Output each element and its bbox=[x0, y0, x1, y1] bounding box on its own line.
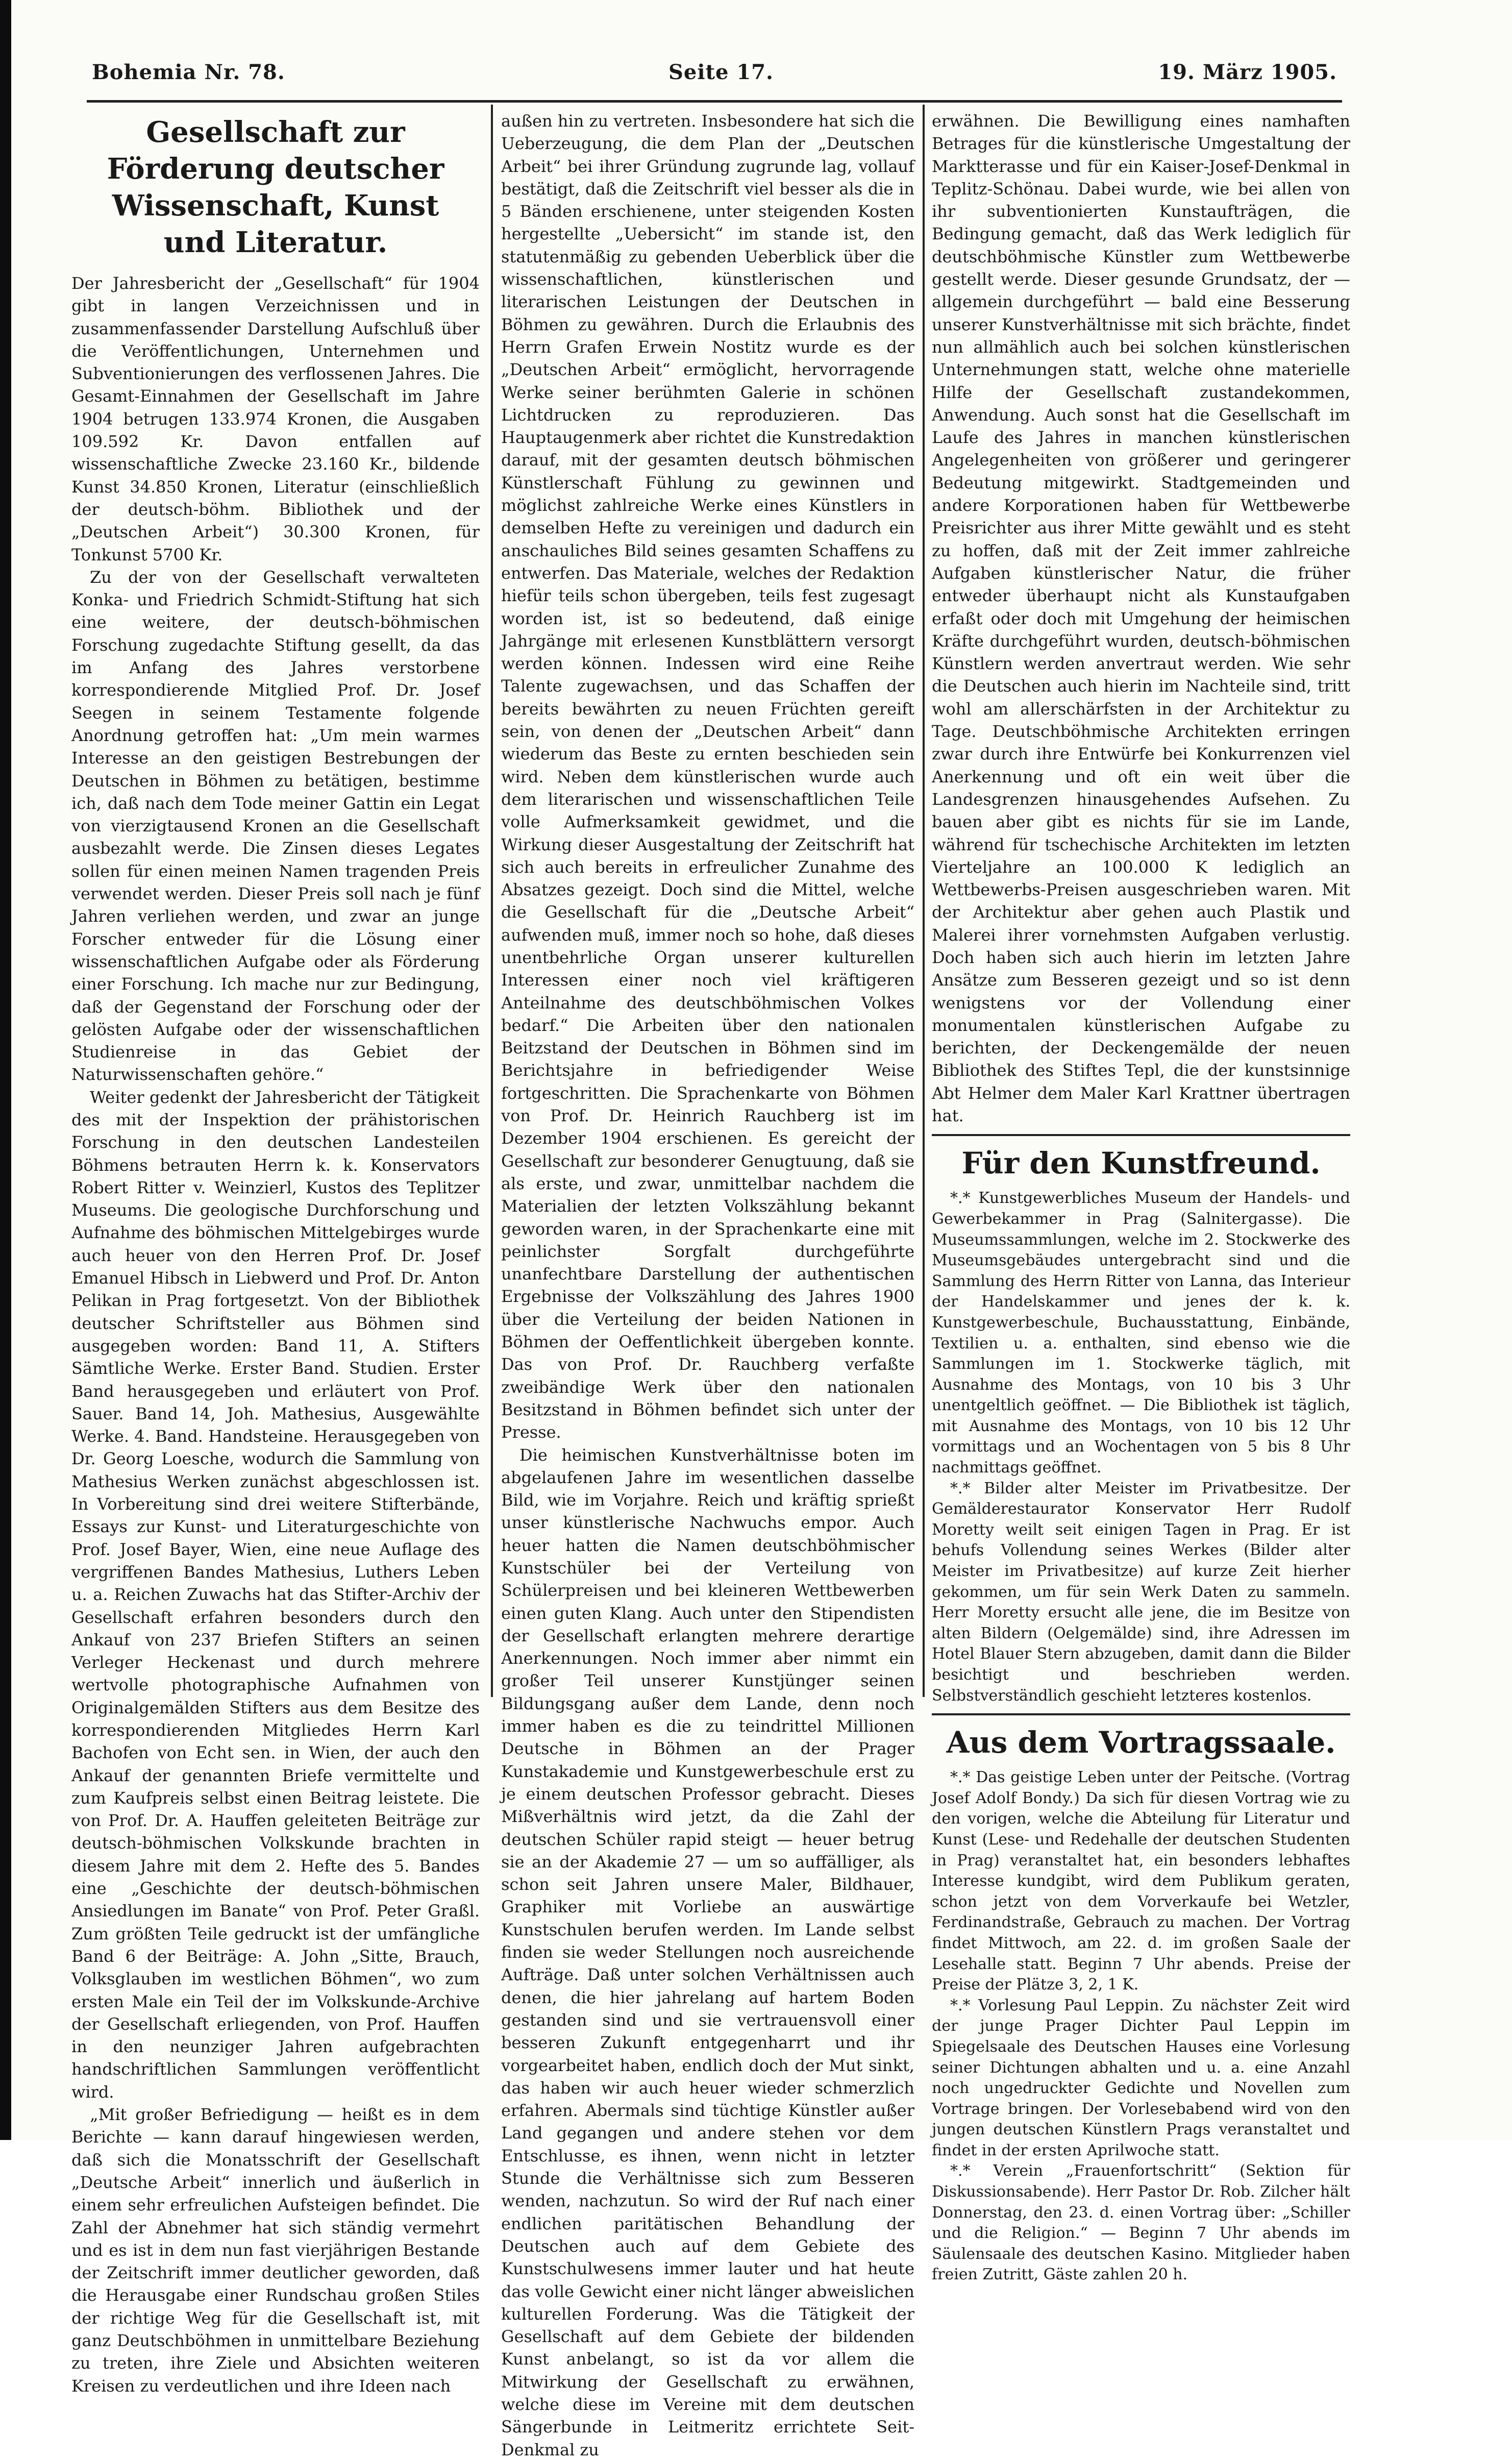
article-paragraph: Der Jahresbericht der „Gesellschaft“ für 1904 gibt in langen Verzeichnissen und in zusammenfassender Darstellung Aufschluß über die Veröffentlichungen, Unternehmen und Subventionierungen des verflossenen Jahres. Die Gesamt-Einnahmen der Gesellschaft im Jahre 1904 betrugen 133.974 Kronen, die Ausgaben 109.592 Kr. Davon entfallen auf wissenschaftliche Zwecke 23.160 Kr., bildende Kunst 34.850 Kronen, Literatur (einschließlich der deutsch-böhm. Bibliothek und der „Deutschen Arbeit“) 30.300 Kronen, für Tonkunst 5700 Kr. bbox=[71, 274, 480, 564]
column-1 bbox=[71, 110, 480, 2396]
header-rule bbox=[87, 100, 1342, 103]
article-paragraph: außen hin zu vertreten. Insbesondere hat sich die Ueberzeugung, die dem Plan der „Deutschen Arbeit“ bei ihrer Gründung zugrunde lag, vollauf bestätigt, daß die Zeitschrift viel besser als die in 5 Bänden erschienene, unter steigenden Kosten hergestellte „Uebersicht“ im stande ist, den statutenmäßig zu gebenden Ueberblick über die wissenschaftlichen, künstlerischen und literarischen Leistungen der Deutschen in Böhmen zu gewähren. Durch die Erlaubnis des Herrn Grafen Erwein Nostitz wurde es der „Deutschen Arbeit“ ermöglicht, hervorragende Werke seiner berühmten Galerie in schönen Lichtdrucken zu reproduzieren. Das Hauptaugenmerk aber richtet die Kunstredaktion darauf, mit der gesamten deutsch böhmischen Künstlerschaft Fühlung zu gewinnen und möglichst zahlreiche Werke eines Künstlers in demselben Hefte zu vereinigen und dadurch ein anschauliches Bild seines gesamten Schaffens zu entwerfen. Das Materiale, welches der Redaktion hiefür teils schon übergeben, teils fest zugesagt worden ist, ist so bedeutend, daß einige Jahrgänge mit erlesenen Kunstblättern versorgt werden können. Indessen wird eine Reihe Talente zugewachsen, und das Schaffen der bereits bewährten zu neuen Früchten gereift sein, von denen der „Deutschen Arbeit“ dann wiederum das Beste zu ernten beschieden sein wird. Neben dem künstlerischen wurde auch dem literarischen und wissenschaftlichen Teile volle Aufmerksamkeit gewidmet, und die Wirkung dieser Ausgestaltung der Zeitschrift hat sich auch bereits in erfreulicher Zunahme des Absatzes gezeigt. Doch sind die Mittel, welche die Gesellschaft für die „Deutsche Arbeit“ aufwenden muß, immer noch so hohe, daß dieses unentbehrliche Organ unserer kulturellen Interessen einer noch viel kräftigeren Anteilnahme des deutschböhmischen Volkes bedarf.“ Die Arbeiten über den nationalen Beitzstand der Deutschen in Böhmen sind im Berichtsjahre in befriedigender Weise fortgeschritten. Die Sprachenkarte von Böhmen von Prof. Dr. Heinrich Rauchberg ist im Dezember 1904 erschienen. Es gereicht der Gesellschaft zur besonderer Genugtuung, daß sie als erste, und zwar, unmittelbar nachdem die Materialien der letzten Volkszählung bekannt geworden waren, in der Sprachenkarte eine mit peinlichster Sorgfalt durchgeführte unanfechtbare Darstellung der authentischen Ergebnisse der Volkszählung des Jahres 1900 über die Verteilung der beiden Nationen in Böhmen der Oeffentlichkeit übergeben konnte. Das von Prof. Dr. Rauchberg verfaßte zweibändige Werk über den nationalen Besitzstand in Böhmen befindet sich unter der Presse. bbox=[501, 111, 914, 1442]
news-item: *.* Verein „Frauenfortschritt“ (Sektion für Diskussionsabende). Herr Pastor Dr. Rob. Zilcher hält Donnerstag, den 23. d. einen Vortrag über: „Schiller und die Religion.“ — Beginn 7 Uhr abends im Säulensaale des deutschen Kasino. Mitglieder haben freien Zutritt, Gäste zahlen 20 h. bbox=[932, 2162, 1350, 2284]
news-item: *.* Das geistige Leben unter der Peitsche. (Vortrag Josef Adolf Bondy.) Da sich für diesen Vortrag wie zu den vorigen, welche die Abteilung für Literatur und Kunst (Lese- und Redehalle der deutschen Studenten in Prag) veranstaltet hat, ein besonders lebhaftes Interesse kundgibt, wird dem Publikum geraten, schon jetzt von dem Vorverkaufe bei Wetzler, Ferdinandstraße, Gebrauch zu machen. Der Vortrag findet Mittwoch, am 22. d. im großen Saale der Lesehalle statt. Beginn 7 Uhr abends. Preise der Preise der Plätze 3, 2, 1 K. bbox=[932, 1768, 1350, 1994]
news-item: *.* Vorlesung Paul Leppin. Zu nächster Zeit wird der junge Prager Dichter Paul Leppin im Spiegelsaale des Deutschen Hauses eine Vorlesung seiner Dichtungen abhalten und u. a. eine Anzahl noch ungedruckter Gedichte und Novellen zum Vortrage bringen. Der Vorlesebabend wird von den jungen deutschen Künstlern Prags veranstaltet und findet in der ersten Aprilwoche statt. bbox=[932, 1996, 1350, 2159]
article-paragraph: Die heimischen Kunstverhältnisse boten im abgelaufenen Jahre im wesentlichen dasselbe Bild, wie im Vorjahre. Reich und kräftig sprießt unser künstlerische Nachwuchs empor. Auch heuer hatten die Namen deutschböhmischer Kunstschüler bei der Verteilung von Schülerpreisen und bei kleineren Wettbewerben einen guten Klang. Auch unter den Stipendisten der Gesellschaft erlangten mehrere derartige Anerkennungen. Noch immer aber nimmt ein großer Teil unserer Kunstjünger seinen Bildungsgang außer dem Lande, denn noch immer haben es die zu teindrittel Millionen Deutsche in Böhmen an der Prager Kunstakademie und Kunstgewerbeschule erst zu je einem deutschen Professor gebracht. Dieses Mißverhältnis wird jetzt, da die Zahl der deutschen Schüler rapid steigt — heuer betrug sie an der Akademie 27 — um so auffälliger, als schon seit Jahren unsere Maler, Bildhauer, Graphiker mit Vorliebe an auswärtige Kunstschulen berufen werden. Im Lande selbst finden sie weder Stellungen noch ausreichende Aufträge. Daß unter solchen Verhältnissen auch denen, die hier jahrelang auf hartem Boden gestanden sind und sie vertrauensvoll einer besseren Zukunft entgegenharrt und ihr vorgearbeitet haben, endlich doch der Mut sinkt, das haben wir auch heuer wieder schmerzlich erfahren. Abermals sind tüchtige Künstler außer Land gegangen und andere stehen vor dem Entschlusse, es ihnen, wenn nicht in letzter Stunde die Verhältnisse sich zum Besseren wenden, nachzutun. So wird der Ruf nach einer endlichen paritätischen Behandlung der Deutschen auch auf dem Gebiete des Kunstschulwesens immer lauter und hat heute das volle Gewicht einer nicht länger abweislichen kulturellen Forderung. Was die Tätigkeit der Gesellschaft auf dem Gebiete der bildenden Kunst anbelangt, so ist da vor allem die Mitwirkung der Gesellschaft zu erwähnen, welche diese im Vereine mit dem deutschen Sängerbunde in Leitmeritz errichtete Seit-Denkmal zu bbox=[501, 1445, 914, 2459]
article-paragraph: „Mit großer Befriedigung — heißt es in dem Berichte — kann darauf hingewiesen werden, daß sich die Monatsschrift der Gesellschaft „Deutsche Arbeit“ innerlich und äußerlich in einem sehr erfreulichen Aufsteigen befindet. Die Zahl der Abnehmer hat sich ständig vermehrt und es ist in dem nun fast vierjährigen Bestande der Zeitschrift immer deutlicher geworden, daß die Herausgabe einer Rundschau großen Stiles der richtige Weg für die Gesellschaft ist, mit ganz Deutschböhmen in unmittelbare Beziehung zu treten, ihre Ziele und Absichten weiteren Kreisen zu verdeutlichen und ihre Ideen nach bbox=[71, 2105, 480, 2396]
header-issue: Bohemia Nr. 78. bbox=[92, 60, 285, 84]
article-paragraph: Zu der von der Gesellschaft verwalteten Konka- und Friedrich Schmidt-Stiftung hat sich eine weitere, der deutsch-böhmischen Forschung zugedachte Stiftung gesellt, da das im Anfang des Jahres verstorbene korrespondierende Mitglied Prof. Dr. Josef Seegen in seinem Testamente folgende Anordnung getroffen hat: „Um mein warmes Interesse an den geistigen Bestrebungen der Deutschen in Böhmen zu betätigen, bestimme ich, daß nach dem Tode meiner Gattin ein Legat von vierzigtausend Kronen an die Gesellschaft ausbezahlt werde. Die Zinsen dieses Legates sollen für einen meinen Namen tragenden Preis verwendet werden. Dieser Preis soll nach je fünf Jahren verliehen werden, und zwar an junge Forscher entweder für die Lösung einer wissenschaftlichen Aufgabe oder als Förderung einer Forschung. Ich mache nur zur Bedingung, daß der Gegenstand der Forschung oder der gelösten Aufgabe oder der wissenschaftlichen Studienreise in das Gebiet der Naturwissenschaften gehöre.“ bbox=[71, 567, 480, 1085]
header-date: 19. März 1905. bbox=[1158, 60, 1337, 84]
scan-edge bbox=[0, 0, 11, 2140]
article-headline: Gesellschaft zur Förderung deutscher Wissenschaft, Kunst und Literatur. bbox=[107, 115, 444, 259]
section-rule bbox=[932, 1713, 1350, 1715]
article-paragraph: erwähnen. Die Bewilligung eines namhaften Betrages für die künstlerische Umgestaltung der Marktterasse und für ein Kaiser-Josef-Denkmal in Teplitz-Schönau. Dabei wurde, wie bei allen von ihr subventionierten Kunstaufträgen, die Bedingung gemacht, daß das Werk lediglich für deutschböhmische Künstler zum Wettbewerbe gestellt werde. Dieser gesunde Grundsatz, der — allgemein durchgeführt — bald eine Besserung unserer Kunstverhältnisse mit sich brächte, findet nun allmählich auch bei solchen künstlerischen Unternehmungen statt, welche ohne materielle Hilfe der Gesellschaft zustandekommen, Anwendung. Auch sonst hat die Gesellschaft im Laufe des Jahres in manchen künstlerischen Angelegenheiten von größerer und geringerer Bedeutung mitgewirkt. Stadtgemeinden und andere Korporationen haben für Wettbewerbe Preisrichter aus ihrer Mitte gewählt und es steht zu hoffen, daß mit der Zeit immer zahlreiche Aufgaben künstlerischer Natur, die früher entweder überhaupt nicht als Kunstaufgaben erfaßt oder doch mit Umgehung der heimischen Kräfte durchgeführt wurden, deutsch-böhmischen Künstlern werden anvertraut werden. Wie sehr die Deutschen auch hierin im Nachteile sind, tritt wohl am allerschärfsten in der Architektur zu Tage. Deutschböhmische Architekten erringen zwar durch ihre Entwürfe bei Konkurrenzen viel Anerkennung und oft ein weit über die Landesgrenzen hinausgehendes Aufsehen. Zu bauen aber gibt es nichts für sie im Lande, während für tschechische Architekten im letzten Vierteljahre an 100.000 K lediglich an Wettbewerbs-Preisen ausgeschrieben waren. Mit der Architektur aber gehen auch Plastik und Malerei ihrer vornehmsten Aufgaben verlustig. Doch haben sich auch hierin im letzten Jahre Ansätze zum Besseren gezeigt und so ist denn wenigstens vor der Vollendung einer monumentalen künstlerischen Aufgabe zu berichten, der Deckengemälde der neuen Bibliothek des Stiftes Tepl, die der kunstsinnige Abt Helmer dem Maler Karl Krattner übertragen hat. bbox=[932, 111, 1350, 1126]
column-divider bbox=[491, 105, 493, 1697]
header-page-number: Seite 17. bbox=[668, 60, 774, 84]
page-header bbox=[92, 60, 1337, 96]
news-item: *.* Kunstgewerbliches Museum der Handels- und Gewerbekammer in Prag (Salnitergasse). Die Museumssammlungen, welche im 2. Stockwerke des Museumsgebäudes untergebracht sind und die Sammlung des Herrn Ritter von Lanna, das Interieur der Handelskammer und jenes der k. k. Kunstgewerbeschule, Buchausstattung, Einbände, Textilien u. a. enthalten, sind ebenso wie die Sammlungen im 1. Stockwerke täglich, mit Ausnahme des Montags, von 10 bis 3 Uhr unentgeltlich geöffnet. — Die Bibliothek ist täglich, mit Ausnahme des Montags, von 10 bis 12 Uhr vormittags und an Wochentagen von 5 bis 8 Uhr nachmittags geöffnet. bbox=[932, 1189, 1350, 1477]
article-paragraph: Weiter gedenkt der Jahresbericht der Tätigkeit des mit der Inspektion der prähistorischen Forschung in den deutschen Landesteilen Böhmens betrauten Herrn k. k. Konservators Robert Ritter v. Weinzierl, Kustos des Teplitzer Museums. Die geologische Durchforschung und Aufnahme des böhmischen Mittelgebirges wurde auch heuer von den Herren Prof. Dr. Josef Emanuel Hibsch in Liebwerd und Prof. Dr. Anton Pelikan in Prag fortgesetzt. Von der Bibliothek deutscher Schriftsteller aus Böhmen sind ausgegeben worden: Band 11, A. Stifters Sämtliche Werke. Erster Band. Studien. Erster Band herausgegeben und erläutert von Prof. Sauer. Band 14, Joh. Mathesius, Ausgewählte Werke. 4. Band. Handsteine. Herausgegeben von Dr. Georg Loesche, wodurch die Sammlung von Mathesius Werken zunächst abgeschlossen ist. In Vorbereitung sind drei weitere Stifterbände, Essays zur Kunst- und Literaturgeschichte von Prof. Josef Bayer, Wien, eine neue Auflage des vergriffenen Bandes Mathesius, Luthers Leben u. a. Reichen Zuwachs hat das Stifter-Archiv der Gesellschaft erfahren besonders durch den Ankauf von 237 Briefen Stifters an seinen Verleger Heckenast und durch mehrere wertvolle photographische Aufnahmen von Originalgemälden Stifters aus dem Besitze des korrespondierenden Mitgliedes Herrn Karl Bachofen von Echt sen. in Wien, der auch den Ankauf der genannten Briefe vermittelte und zum Kaufpreis selbst einen Beitrag leistete. Die von Prof. Dr. A. Hauffen geleiteten Beiträge zur deutsch-böhmischen Volkskunde brachten in diesem Jahre mit dem 2. Hefte des 5. Bandes eine „Geschichte der deutsch-böhmischen Ansiedlungen im Banate“ von Prof. Peter Graßl. Zum größten Teile gedruckt ist der umfängliche Band 6 der Beiträge: A. John „Sitte, Brauch, Volksglauben im westlichen Böhmen“, wo zum ersten Male ein Teil der im Volkskunde-Archive der Gesellschaft erliegenden, von Prof. Hauffen in den neunziger Jahren aufgebrachten handschriftlichen Sammlungen veröffentlicht wird. bbox=[71, 1087, 480, 2102]
column-2 bbox=[501, 110, 914, 2459]
column-divider bbox=[923, 105, 925, 1697]
news-item: *.* Bilder alter Meister im Privatbesitze. Der Gemälderestaurator Konservator Herr Rudolf Moretty weilt seit einigen Tagen in Prag. Er ist behufs Vollendung seines Werkes (Bilder alter Meister im Privatbesitze) auf kurze Zeit hierher gekommen, um für sein Werk Daten zu sammeln. Herr Moretty ersucht alle jene, die im Besitze von alten Bildern (Oelgemälde) sind, ihre Adressen im Hotel Blauer Stern abzugeben, damit dann die Bilder besichtigt und beschrieben werden. Selbstverständlich geschieht letzteres kostenlos. bbox=[932, 1479, 1350, 1705]
column-3 bbox=[932, 110, 1350, 2284]
section-rule bbox=[932, 1134, 1350, 1136]
section-title: Für den Kunstfreund. bbox=[961, 1146, 1321, 1181]
section-title: Aus dem Vortragssaale. bbox=[946, 1725, 1336, 1760]
